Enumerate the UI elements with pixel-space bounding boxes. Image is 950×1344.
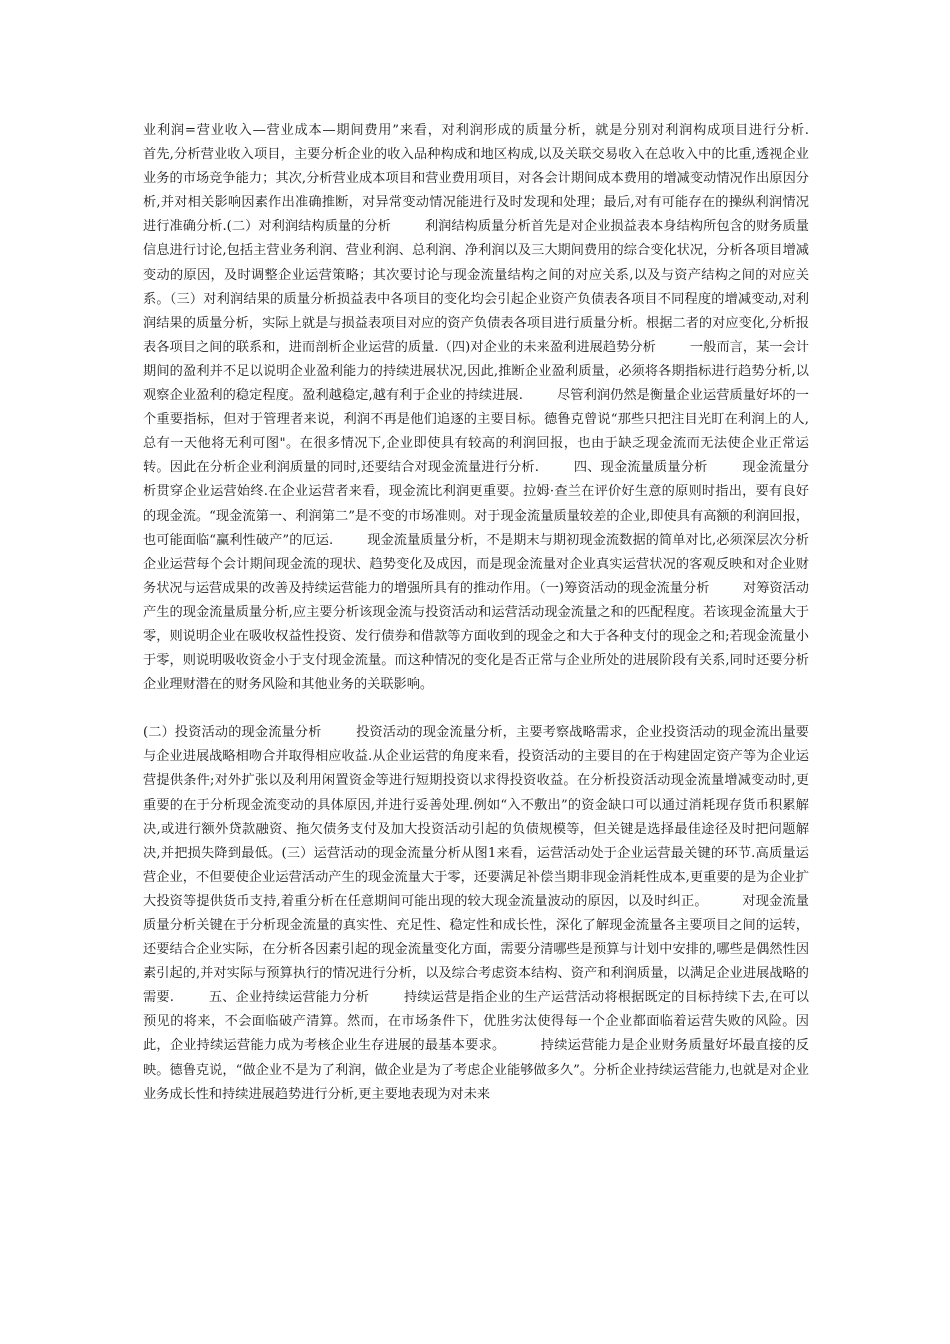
paragraph-profit-and-cashflow-analysis: 业利润=营业收入—营业成本—期间费用”来看，对利润形成的质量分析，就是分别对利润构成项目进行分析. 首先,分析营业收入项目，主要分析企业的收入品种构成和地区构成,以及关联交易收入在总收入中的比重,透视企业业务的市场竞争能力；其次,分析营业成本项目和营业费用项目，对各会计期间成本费用的增减变动情况作出原因分析,并对相关影响因素作出准确推断，对异常变动情况能进行及时发现和处理；最后,对有可能存在的操纵利润情况进行准确分析.(二）对利润结构质量的分析 利润结构质量分析首先是对企业损益表本身结构所包含的财务质量信息进行讨论,包括主营业务利润、营业利润、总利润、净利润以及三大期间费用的综合变化状况，分析各项目增减变动的原因，及时调整企业运营策略；其次要讨论与现金流量结构之间的对应关系,以及与资产结构之间的对应关系。（三）对利润结果的质量分析损益表中各项目的变化均会引起企业资产负债表各项目不同程度的增减变动,对利润结果的质量分析，实际上就是与损益表项目对应的资产负债表各项目进行质量分析。根据二者的对应变化,分析报表各项目之间的联系和，进而剖析企业运营的质量.（四)对企业的未来盈利进展趋势分析 一般而言，某一会计期间的盈利并不足以说明企业盈利能力的持续进展状况,因此,推断企业盈利质量，必须将各期指标进行趋势分析,以观察企业盈利的稳定程度。盈利越稳定,越有利于企业的持续进展. 尽管利润仍然是衡量企业运营质量好坏的一个重要指标，但对于管理者来说，利润不再是他们追逐的主要目标。德鲁克曾说“那些只把注目光盯在利润上的人,总有一天他将无利可图"。在很多情况下,企业即使具有较高的利润回报，也由于缺乏现金流而无法使企业正常运转。因此在分析企业利润质量的同时,还要结合对现金流量进行分析. 四、现金流量质量分析 现金流量分析贯穿企业运营始终.在企业运营者来看，现金流比利润更重要。拉姆·查兰在评价好生意的原则时指出，要有良好的现金流。“现金流第一、利润第二”是不变的市场准则。对于现金流量质量较差的企业,即使具有高额的利润回报，也可能面临“赢利性破产”的厄运. 现金流量质量分析，不是期末与期初现金流数据的简单对比,必须深层次分析企业运营每个会计期间现金流的现状、趋势变化及成因，而是现金流量对企业真实运营状况的客观反映和对企业财务状况与运营成果的改善及持续运营能力的增强所具有的推动作用。（一)筹资活动的现金流量分析 对筹资活动产生的现金流量质量分析,应主要分析该现金流与投资活动和运营活动现金流量之和的匹配程度。若该现金流量大于零，则说明企业在吸收权益性投资、发行债券和借款等方面收到的现金之和大于各种支付的现金之和;若现金流量小于零，则说明吸收资金小于支付现金流量。而这种情况的变化是否正常与企业所处的进展阶段有关系,同时还要分析企业理财潜在的财务风险和其他业务的关联影响。 [143,123,843,693]
paragraph-investment-and-sustainability: (二）投资活动的现金流量分析 投资活动的现金流量分析，主要考察战略需求，企业投资活动的现金流出量要与企业进展战略相吻合并取得相应收益.从企业运营的角度来看，投资活动的主要目的在于构建固定资产等为企业运营提供条件;对外扩张以及利用闲置资金等进行短期投资以求得投资收益。在分析投资活动现金流量增减变动时,更重要的在于分析现金流变动的具体原因,并进行妥善处理.例如“入不敷出”的资金缺口可以通过消耗现存货币积累解决,或进行额外贷款融资、拖欠债务支付及加大投资活动引起的负债规模等，但关键是选择最佳途径及时把问题解决,并把损失降到最低。(三）运营活动的现金流量分析从图1来看，运营活动处于企业运营最关键的环节.高质量运营企业，不但要使企业运营活动产生的现金流量大于零，还要满足补偿当期非现金消耗性成本,更重要的是为企业扩大投资等提供货币支持,着重分析在任意期间可能出现的较大现金流量波动的原因，以及时纠正。 对现金流量质量分析关键在于分析现金流量的真实性、充足性、稳定性和成长性，深化了解现金流量各主要项目之间的运转，还要结合企业实际，在分析各因素引起的现金流量变化方面，需要分清哪些是预算与计划中安排的,哪些是偶然性因素引起的,并对实际与预算执行的情况进行分析，以及综合考虑资本结构、资产和利润质量，以满足企业进展战略的需要. 五、企业持续运营能力分析 持续运营是指企业的生产运营活动将根据既定的目标持续下去,在可以预见的将来，不会面临破产清算。然而，在市场条件下，优胜劣汰使得每一个企业都面临着运营失败的风险。因此，企业持续运营能力成为考核企业生存进展的最基本要求。 持续运营能力是企业财务质量好坏最直接的反映。德鲁克说，“做企业不是为了利润，做企业是为了考虑企业能够做多久”。分析企业持续运营能力,也就是对企业业务成长性和持续进展趋势进行分析,更主要地表现为对未来 [143,725,809,1102]
document-body [143,119,843,1107]
